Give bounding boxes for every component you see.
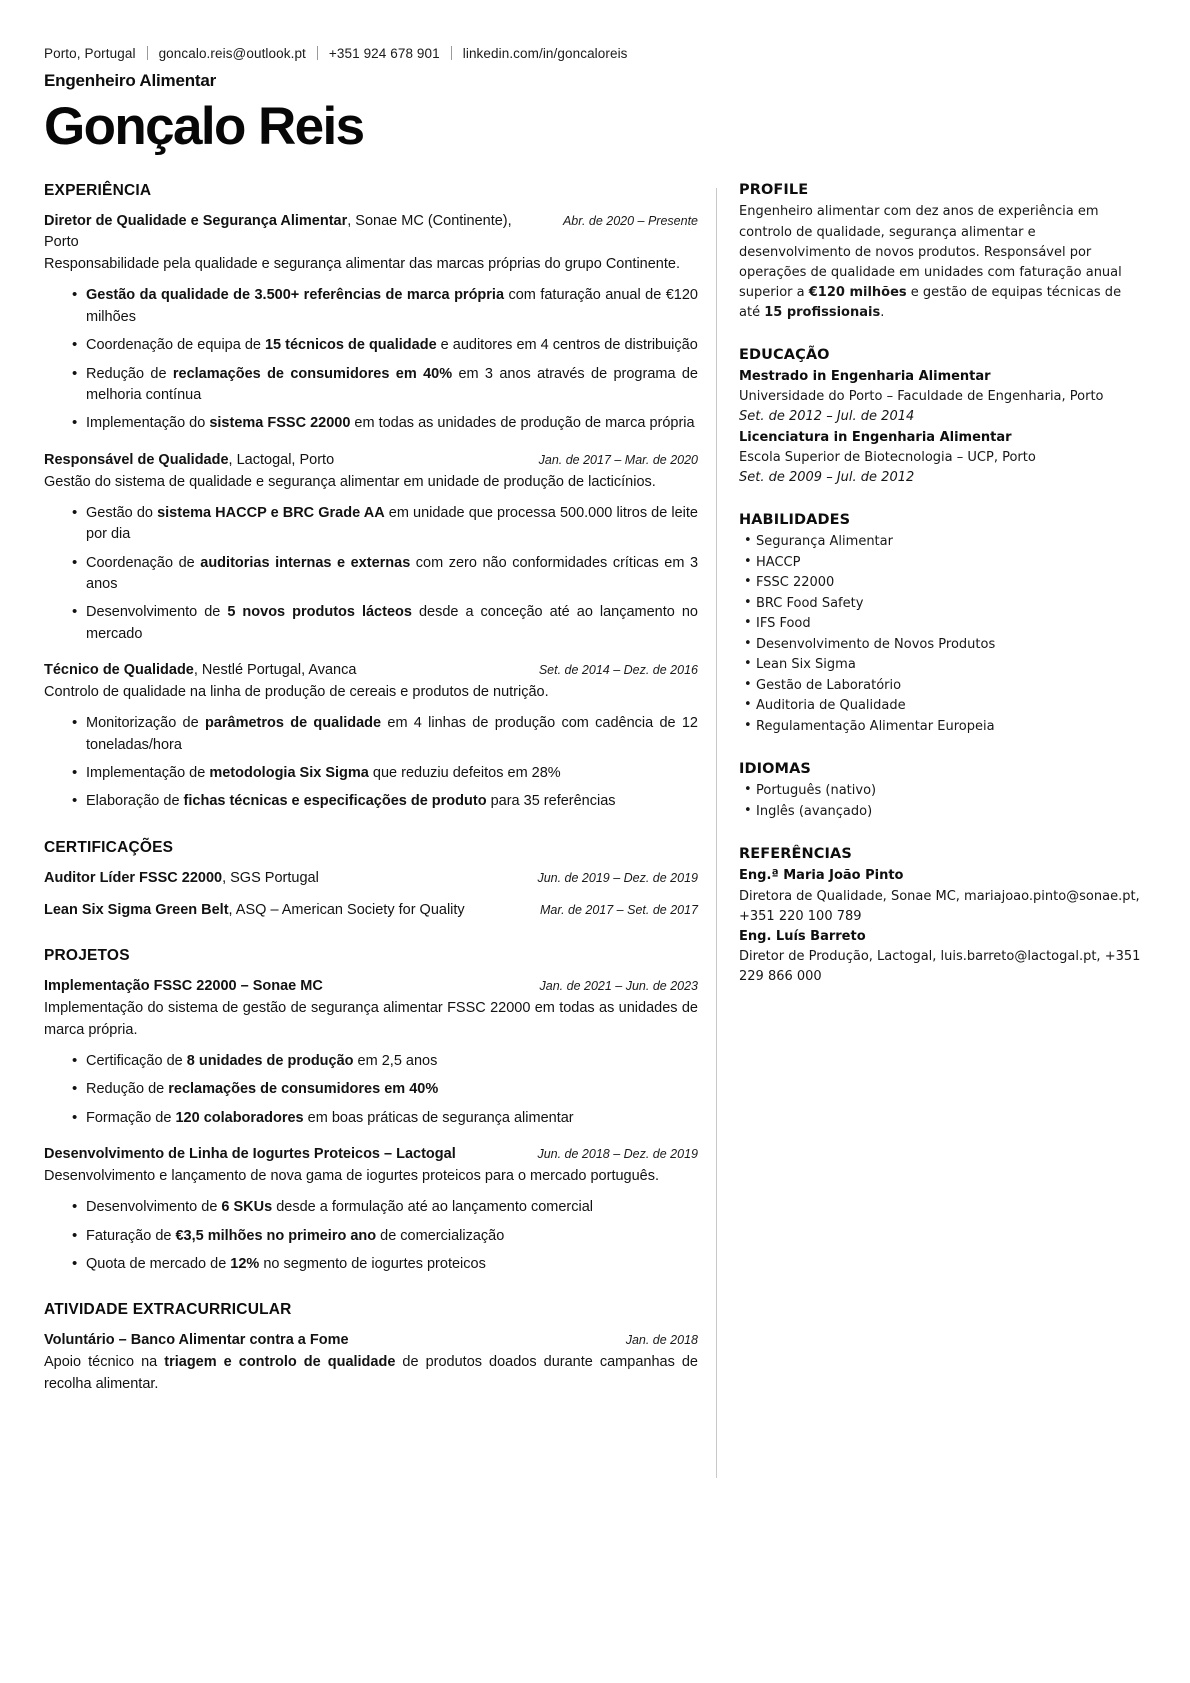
reference-detail: Diretora de Qualidade, Sonae MC, mariajoao.pinto@sonae.pt, +351 220 100 789: [739, 888, 1140, 924]
bullet-rest: em todas as unidades de produção de marca própria: [350, 415, 695, 432]
list-item: • Segurança Alimentar: [743, 532, 1146, 553]
list-item: [72, 763, 698, 784]
list-item: [72, 285, 698, 328]
entry-header: [44, 450, 698, 471]
list-item: [72, 791, 698, 812]
bullet-rest: de comercialização: [376, 1227, 505, 1244]
entry-description: Controlo de qualidade na linha de produção de cereais e produtos de nutrição.: [44, 684, 549, 701]
section-heading-languages: IDIOMAS: [739, 761, 811, 778]
education-entry: [739, 367, 1146, 427]
entry-description: Desenvolvimento e lançamento de nova gama de iogurtes proteicos para o mercado português.: [44, 1168, 660, 1185]
bullet-bold: sistema HACCP e BRC Grade AA: [157, 504, 385, 521]
contact-email[interactable]: goncalo.reis@outlook.pt: [158, 46, 306, 61]
certification-issuer: , SGS Portugal: [222, 869, 319, 886]
entry-title: [44, 1330, 612, 1351]
list-item: [72, 503, 698, 546]
bullet-bold: 6 SKUs: [221, 1199, 273, 1216]
bullet-pre: Coordenação de equipa de: [86, 337, 265, 354]
certification-title: Auditor Líder FSSC 22000: [44, 869, 223, 886]
section-heading-experience: EXPERIÊNCIA: [44, 182, 152, 200]
bullet-bold: reclamações de consumidores em 40%: [168, 1081, 439, 1098]
bullet-pre: Elaboração de: [86, 793, 184, 810]
list-item: • Lean Six Sigma: [743, 655, 1146, 676]
list-item: [72, 602, 698, 645]
entry-title: [44, 660, 525, 681]
entry-description: Implementação do sistema de gestão de segurança alimentar FSSC 22000 em todas as unidades de marca própria.: [44, 1000, 698, 1039]
bullet-bold: sistema FSSC 22000: [209, 415, 351, 432]
certification-title: Lean Six Sigma Green Belt: [44, 901, 229, 918]
desc-bold: triagem e controlo de qualidade: [164, 1354, 396, 1371]
profile-bold-1: €120 milhões: [808, 284, 907, 300]
profile-bold-2: 15 profissionais: [764, 305, 881, 321]
certification-name: [44, 900, 465, 922]
entry-title: [44, 976, 526, 997]
bullet-pre: Quota de mercado de: [86, 1255, 231, 1272]
reference-name: Eng. Luís Barreto: [739, 928, 866, 944]
activity-title: Voluntário – Banco Alimentar contra a Fome: [44, 1332, 349, 1349]
profile-text: [739, 202, 1146, 323]
certification-row: [44, 868, 698, 890]
bullet-pre: Implementação de: [86, 765, 210, 782]
bullet-rest: em 2,5 anos: [353, 1052, 438, 1069]
desc-pre: Apoio técnico na: [44, 1354, 165, 1371]
bullet-rest: em boas práticas de segurança alimentar: [303, 1109, 574, 1126]
bullet-rest: com zero não conformidades críticas em 3 anos: [86, 554, 699, 592]
bullet-rest: com faturação anual de €120 milhões: [86, 287, 698, 325]
education-school: Escola Superior de Biotecnologia – UCP, Porto: [739, 449, 1036, 465]
entry-bullets: [44, 1051, 698, 1129]
bullet-bold: parâmetros de qualidade: [204, 715, 382, 732]
list-item: [72, 1108, 698, 1129]
entry-role: Responsável de Qualidade: [44, 451, 229, 468]
resume-body: [44, 182, 1146, 1478]
contact-separator-icon: [317, 46, 318, 60]
bullet-rest: desde a formulação até ao lançamento comercial: [272, 1199, 593, 1216]
entry-date: Jun. de 2018 – Dez. de 2019: [537, 1147, 698, 1162]
list-item: [72, 553, 698, 596]
profile-text-2: e gestão de equipas técnicas de até: [739, 284, 1122, 321]
certification-date: Mar. de 2017 – Set. de 2017: [540, 902, 698, 917]
bullet-rest: para 35 referências: [486, 793, 616, 810]
side-column: [717, 182, 1146, 1478]
bullet-rest: e auditores em 4 centros de distribuição: [436, 337, 698, 354]
entry-bullets: [44, 285, 698, 435]
entry-title: [44, 211, 549, 253]
list-item: [72, 1254, 698, 1275]
section-heading-certifications: CERTIFICAÇÕES: [44, 838, 174, 856]
bullet-pre: Monitorização de: [86, 715, 205, 732]
entry-date: Set. de 2014 – Dez. de 2016: [538, 663, 698, 678]
list-item: • Inglês (avançado): [743, 802, 1146, 823]
bullet-pre: Desenvolvimento de: [86, 604, 228, 621]
job-title: Engenheiro Alimentar: [44, 71, 217, 90]
bullet-rest: em unidade que processa 500.000 litros de leite por dia: [86, 504, 698, 543]
entry-description: Gestão do sistema de qualidade e segurança alimentar em unidade de produção de lacticínios.: [44, 473, 656, 490]
entry-bullets: [44, 503, 698, 646]
list-item: [72, 1226, 698, 1247]
entry-role: Diretor de Qualidade e Segurança Alimentar: [44, 213, 348, 230]
entry-date: Jan. de 2017 – Mar. de 2020: [538, 452, 698, 467]
contact-line: [44, 44, 1146, 61]
entry-header: [44, 1144, 698, 1165]
experience-entry: [44, 450, 698, 645]
education-date: Set. de 2012 – Jul. de 2014: [739, 409, 915, 425]
list-item: [72, 1197, 698, 1218]
bullet-bold: 8 unidades de produção: [186, 1052, 354, 1069]
bullet-rest: em 4 linhas de produção com cadência de 12 toneladas/hora: [86, 715, 698, 753]
reference-entry: [739, 927, 1146, 987]
bullet-rest: desde a conceção até ao lançamento no mercado: [86, 604, 698, 642]
entry-company: , Lactogal, Porto: [228, 451, 335, 468]
contact-linkedin[interactable]: linkedin.com/in/goncaloreis: [462, 46, 628, 61]
entry-date: Jan. de 2021 – Jun. de 2023: [539, 979, 698, 994]
list-item: • Português (nativo): [743, 781, 1146, 802]
main-column: [44, 182, 716, 1478]
section-heading-projects: PROJETOS: [44, 947, 130, 965]
contact-separator-icon: [451, 46, 452, 60]
entry-company: , Sonae MC (Continente), Porto: [44, 213, 512, 251]
list-item: • HACCP: [743, 553, 1146, 574]
list-item: [72, 335, 698, 356]
bullet-bold: 120 colaboradores: [175, 1109, 304, 1126]
bullet-pre: Certificação de: [86, 1052, 187, 1069]
entry-header: [44, 976, 698, 997]
list-item: • FSSC 22000: [743, 573, 1146, 594]
entry-bullets: [44, 1197, 698, 1275]
entry-role: Técnico de Qualidade: [44, 662, 194, 679]
bullet-bold: reclamações de consumidores em 40%: [172, 365, 453, 382]
extracurricular-entry: [44, 1330, 698, 1396]
skills-list: [739, 532, 1146, 737]
list-item: [72, 1051, 698, 1072]
bullet-pre: Gestão do: [86, 504, 158, 521]
bullet-bold: 15 técnicos de qualidade: [264, 337, 437, 354]
bullet-bold: 5 novos produtos lácteos: [227, 604, 412, 621]
education-entry: [739, 428, 1146, 488]
section-heading-education: EDUCAÇÃO: [739, 347, 830, 364]
bullet-bold: metodologia Six Sigma: [209, 765, 369, 782]
section-heading-profile: PROFILE: [739, 182, 809, 199]
list-item: • IFS Food: [743, 614, 1146, 635]
profile-text-1: Engenheiro alimentar com dez anos de experiência em controlo de qualidade, segurança alimentar e desenvolvimento de novos produtos. Responsável por operações de qualidade em unidades com faturação anual superior a: [739, 204, 1122, 300]
certification-issuer: , ASQ – American Society for Quality: [228, 901, 465, 918]
bullet-pre: Redução de: [86, 1081, 169, 1098]
bullet-pre: Redução de: [86, 365, 173, 382]
bullet-bold: Gestão da qualidade de 3.500+ referências de marca própria: [86, 287, 505, 304]
entry-title: [44, 1144, 523, 1165]
page-title: Gonçalo Reis: [44, 97, 364, 156]
list-item: [72, 713, 698, 756]
bullet-rest: no segmento de iogurtes proteicos: [259, 1255, 486, 1272]
project-title: Desenvolvimento de Linha de Iogurtes Proteicos – Lactogal: [44, 1146, 456, 1163]
list-item: • Gestão de Laboratório: [743, 676, 1146, 697]
list-item: [72, 413, 698, 434]
certification-row: [44, 900, 698, 922]
reference-entry: [739, 866, 1146, 926]
list-item: • BRC Food Safety: [743, 594, 1146, 615]
list-item: • Regulamentação Alimentar Europeia: [743, 717, 1146, 738]
entry-bullets: [44, 713, 698, 813]
contact-phone[interactable]: +351 924 678 901: [328, 46, 440, 61]
entry-header: [44, 1330, 698, 1351]
bullet-bold: auditorias internas e externas: [200, 554, 411, 571]
bullet-bold: fichas técnicas e especificações de produto: [183, 793, 487, 810]
bullet-bold: €3,5 milhões no primeiro ano: [175, 1227, 377, 1244]
reference-name: Eng.ª Maria João Pinto: [739, 868, 904, 884]
section-heading-references: REFERÊNCIAS: [739, 846, 852, 863]
entry-header: [44, 211, 698, 253]
resume-header: [44, 44, 1146, 156]
bullet-pre: Formação de: [86, 1109, 176, 1126]
entry-date: Abr. de 2020 – Presente: [562, 214, 698, 229]
profile-text-3: .: [880, 305, 885, 321]
section-heading-extracurricular: ATIVIDADE EXTRACURRICULAR: [44, 1301, 292, 1319]
entry-description: Responsabilidade pela qualidade e segurança alimentar das marcas próprias do grupo Continente.: [44, 256, 680, 273]
bullet-pre: Implementação do: [86, 415, 210, 432]
entry-title: [44, 450, 525, 471]
section-heading-skills: HABILIDADES: [739, 512, 851, 529]
bullet-pre: Faturação de: [86, 1227, 176, 1244]
certification-name: [44, 868, 319, 890]
education-school: Universidade do Porto – Faculdade de Engenharia, Porto: [739, 389, 1104, 405]
contact-separator-icon: [147, 46, 148, 60]
experience-entry: [44, 660, 698, 813]
languages-list: [739, 781, 1146, 822]
project-entry: [44, 976, 698, 1129]
education-degree: Mestrado in Engenharia Alimentar: [739, 369, 991, 385]
experience-entry: [44, 211, 698, 435]
list-item: • Auditoria de Qualidade: [743, 696, 1146, 717]
list-item: • Desenvolvimento de Novos Produtos: [743, 635, 1146, 656]
education-date: Set. de 2009 – Jul. de 2012: [739, 469, 915, 485]
entry-date: Jan. de 2018: [625, 1333, 698, 1348]
list-item: [72, 1079, 698, 1100]
project-title: Implementação FSSC 22000 – Sonae MC: [44, 978, 323, 995]
bullet-bold: 12%: [230, 1255, 260, 1272]
desc-rest: de produtos doados durante campanhas de recolha alimentar.: [44, 1354, 698, 1393]
education-degree: Licenciatura in Engenharia Alimentar: [739, 429, 1012, 445]
list-item: [72, 364, 698, 407]
entry-header: [44, 660, 698, 681]
entry-company: , Nestlé Portugal, Avanca: [193, 662, 357, 679]
certification-date: Jun. de 2019 – Dez. de 2019: [537, 870, 698, 885]
bullet-pre: Desenvolvimento de: [86, 1199, 222, 1216]
bullet-rest: que reduziu defeitos em 28%: [368, 765, 561, 782]
bullet-rest: em 3 anos através de programa de melhoria contínua: [86, 365, 699, 403]
contact-location: Porto, Portugal: [44, 46, 136, 61]
project-entry: [44, 1144, 698, 1275]
entry-description: [44, 1352, 698, 1396]
reference-detail: Diretor de Produção, Lactogal, luis.barreto@lactogal.pt, +351 229 866 000: [739, 948, 1141, 985]
bullet-pre: Coordenação de: [86, 554, 201, 571]
